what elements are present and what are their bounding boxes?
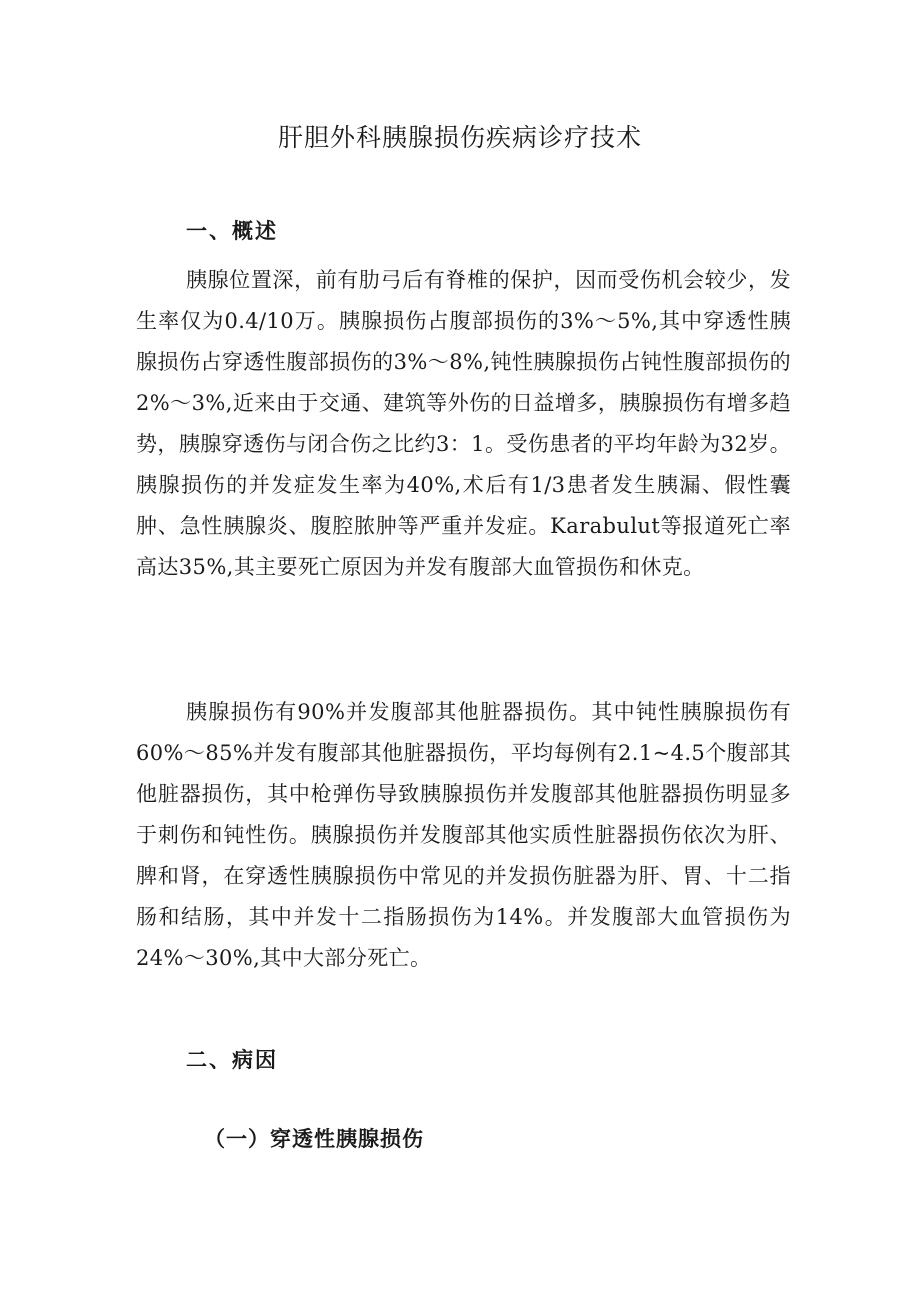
section-heading-etiology: 二、病因 — [186, 1047, 278, 1072]
subsection-heading-penetrating-injury: （一）穿透性胰腺损伤 — [204, 1126, 424, 1151]
overview-paragraph-1: 胰腺位置深，前有肋弓后有脊椎的保护，因而受伤机会较少，发生率仅为0.4/10万。胰腺损伤占腹部损伤的3%～5%,其中穿透性胰腺损伤占穿透性腹部损伤的3%～8%,钝性胰腺损伤占钝性腹部损伤的2%～3%,近来由于交通、建筑等外伤的日益增多，胰腺损伤有增多趋势，胰腺穿透伤与闭合伤之比约3：1。受伤患者的平均年龄为32岁。胰腺损伤的并发症发生率为40%,术后有1/3患者发生胰漏、假性囊肿、急性胰腺炎、腹腔脓肿等严重并发症。Karabulut等报道死亡率高达35%,其主要死亡原因为并发有腹部大血管损伤和休克。 — [136, 268, 791, 579]
document-title: 肝胆外科胰腺损伤疾病诊疗技术 — [277, 123, 642, 152]
section-heading-overview: 一、概述 — [186, 218, 278, 243]
overview-paragraph-2: 胰腺损伤有90%并发腹部其他脏器损伤。其中钝性胰腺损伤有60%～85%并发有腹部其他脏器损伤，平均每例有2.1~4.5个腹部其他脏器损伤，其中枪弹伤导致胰腺损伤并发腹部其他脏器损伤明显多于刺伤和钝性伤。胰腺损伤并发腹部其他实质性脏器损伤依次为肝、脾和肾，在穿透性胰腺损伤中常见的并发损伤脏器为肝、胃、十二指肠和结肠，其中并发十二指肠损伤为14%。并发腹部大血管损伤为24%～30%,其中大部分死亡。 — [136, 700, 791, 970]
